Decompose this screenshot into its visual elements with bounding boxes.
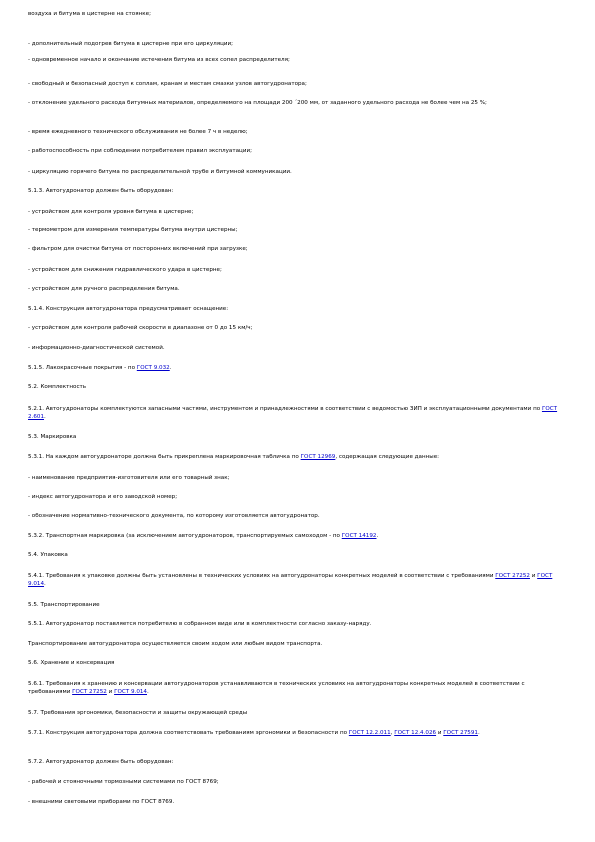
paragraph: - индекс автогудронатора и его заводской номер; bbox=[28, 494, 178, 500]
paragraph: - наименование предприятия-изготовителя или его товарный знак; bbox=[28, 475, 230, 481]
paragraph: - отклонение удельного расхода битумных материалов, определяемого на площади 200 ´200 мм, от заданного удельного расхода не более чем на 25 %; bbox=[28, 100, 487, 106]
gost-link[interactable]: ГОСТ 12969 bbox=[300, 454, 336, 460]
paragraph: 5.3.1. На каждом автогудронаторе должна быть прикреплена маркировочная табличка по ГОСТ 12969, содержащая следующие данные: bbox=[28, 454, 440, 460]
paragraph: - устройством для контроля рабочей скорости в диапазоне от 0 до 15 км/ч; bbox=[28, 325, 253, 331]
paragraph: 5.3.2. Транспортная маркировка (за исключением автогудронаторов, транспортируемых самоходом - по ГОСТ 14192. bbox=[28, 533, 379, 539]
paragraph: 5.6.1. Требования к хранению и консервации автогудронаторов устанавливаются в технических условиях на автогудронаторы конкретных моделей в соответствии с требованиями ГОСТ 27252 и ГОСТ 9.014. bbox=[28, 681, 525, 696]
paragraph: 5.7.1. Конструкция автогудронатора должна соответствовать требованиям эргономики и безопасности по ГОСТ 12.2.011, ГОСТ 12.4.026 и ГОСТ 27591. bbox=[28, 730, 480, 736]
paragraph: - обозначение нормативно-технического документа, по которому изготовляется автогудронатор. bbox=[28, 513, 320, 519]
section-heading: 5.3. Маркировка bbox=[28, 434, 77, 440]
paragraph: - дополнительный подогрев битума в цистерне при его циркуляции; bbox=[28, 41, 234, 47]
paragraph: 5.1.5. Лакокрасочные покрытия - по ГОСТ 9.032. bbox=[28, 365, 172, 371]
gost-link[interactable]: ГОСТ 12.4.026 bbox=[394, 730, 437, 736]
paragraph: 5.2.1. Автогудронаторы комплектуются запасными частями, инструментом и принадлежностями в соответствии с ведомостью ЗИП и эксплуатационными документами по ГОСТ 2.601. bbox=[28, 406, 558, 421]
gost-link[interactable]: ГОСТ 14192 bbox=[341, 533, 377, 539]
section-heading: 5.1.3. Автогудронатор должен быть оборудован: bbox=[28, 188, 174, 194]
section-heading: 5.5. Транспортирование bbox=[28, 602, 100, 608]
section-heading: 5.4. Упаковка bbox=[28, 552, 68, 558]
gost-link[interactable]: ГОСТ 9.014 bbox=[28, 573, 553, 588]
paragraph: воздуха и битума в цистерне на стоянке; bbox=[28, 11, 151, 17]
paragraph: - рабочей и стояночными тормозными системами по ГОСТ 8769; bbox=[28, 779, 219, 785]
gost-link[interactable]: ГОСТ 27591 bbox=[443, 730, 478, 736]
section-heading: 5.7. Требования эргономики, безопасности и защиты окружающей среды bbox=[28, 710, 248, 716]
paragraph: 5.4.1. Требования к упаковке должны быть установлены в технических условиях на автогудронаторы конкретных моделей в соответствии с требованиями ГОСТ 27252 и ГОСТ 9.014. bbox=[28, 573, 553, 588]
section-heading: 5.1.4. Конструкция автогудронатора предусматривает оснащение: bbox=[28, 306, 229, 312]
paragraph: - внешними световыми приборами по ГОСТ 8769. bbox=[28, 799, 175, 805]
paragraph: - циркуляцию горячего битума по распределительной трубе и битумной коммуникации. bbox=[28, 169, 292, 175]
section-heading: 5.2. Комплектность bbox=[28, 384, 87, 390]
gost-link[interactable]: ГОСТ 27252 bbox=[495, 573, 530, 579]
section-heading: 5.7.2. Автогудронатор должен быть оборудован: bbox=[28, 759, 174, 765]
paragraph: - работоспособность при соблюдении потребителем правил эксплуатации; bbox=[28, 148, 252, 154]
paragraph: - термометром для измерения температуры битума внутри цистерны; bbox=[28, 227, 238, 233]
paragraph: - устройством для снижения гидравлического удара в цистерне; bbox=[28, 267, 222, 273]
gost-link[interactable]: ГОСТ 2.601 bbox=[28, 406, 558, 421]
paragraph: - устройством для контроля уровня битума в цистерне; bbox=[28, 209, 194, 215]
paragraph: - свободный и безопасный доступ к соплам, кранам и местам смазки узлов автогудронатора; bbox=[28, 81, 307, 87]
paragraph: - одновременное начало и окончание истечения битума из всех сопел распределителя; bbox=[28, 57, 290, 63]
gost-link[interactable]: ГОСТ 9.014 bbox=[114, 689, 147, 696]
paragraph: Транспортирование автогудронатора осуществляется своим ходом или любым видом транспорта. bbox=[28, 641, 323, 647]
gost-link[interactable]: ГОСТ 27252 bbox=[72, 689, 107, 696]
gost-link[interactable]: ГОСТ 9.032 bbox=[136, 365, 170, 371]
paragraph: 5.5.1. Автогудронатор поставляется потребителю в собранном виде или в комплектности согласно заказу-наряду. bbox=[28, 621, 372, 627]
paragraph: - фильтром для очистки битума от посторонних включений при загрузке; bbox=[28, 246, 248, 252]
section-heading: 5.6. Хранение и консервация bbox=[28, 660, 115, 666]
paragraph: - устройством для ручного распределения битума. bbox=[28, 286, 180, 292]
paragraph: - информационно-диагностической системой. bbox=[28, 345, 165, 351]
paragraph: - время ежедневного технического обслуживания не более 7 ч в неделю; bbox=[28, 129, 248, 135]
gost-link[interactable]: ГОСТ 12.2.011 bbox=[348, 730, 391, 736]
